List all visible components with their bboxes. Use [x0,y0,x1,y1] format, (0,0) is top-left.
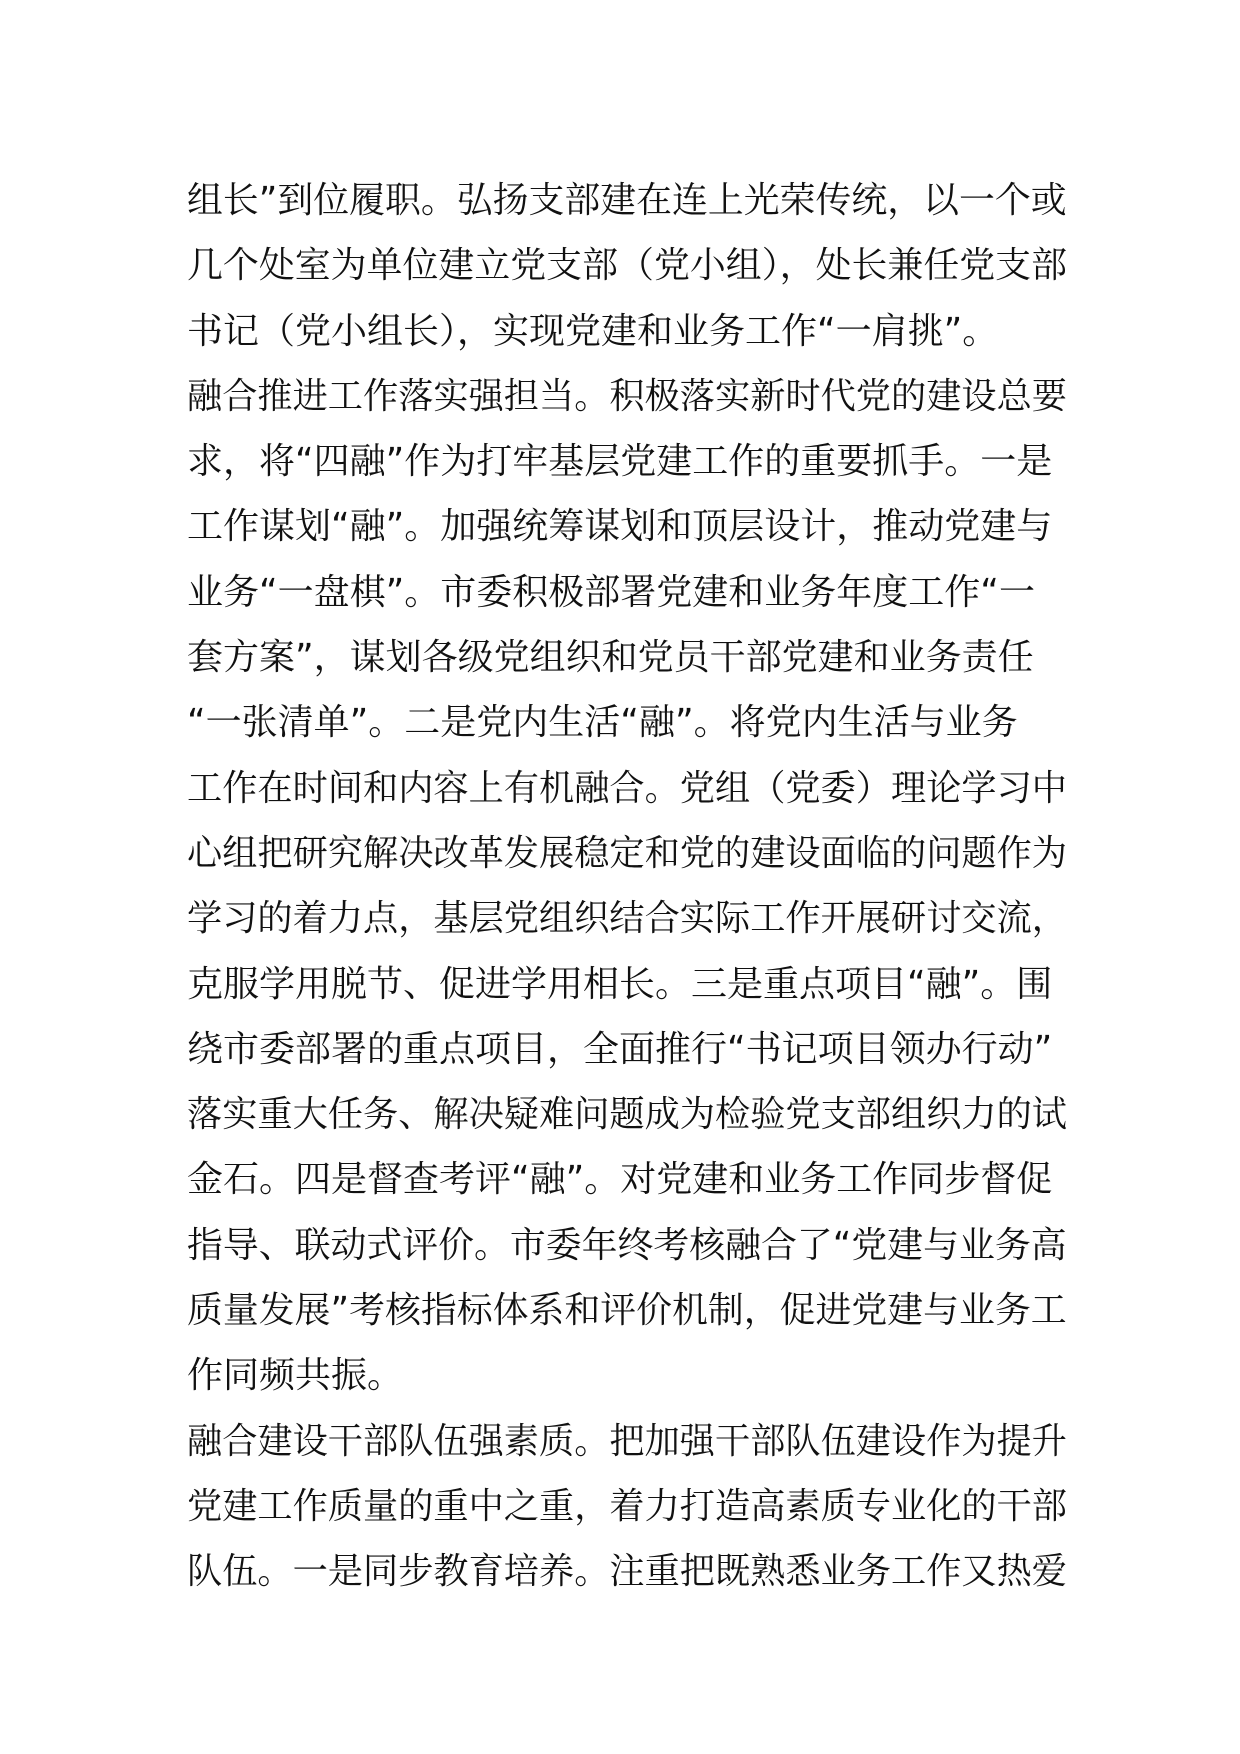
text-line: 克服学用脱节、促进学用相长。三是重点项目“融”。围 [187,963,1053,1005]
text-line: 金石。四是督查考评“融”。对党建和业务工作同步督促 [187,1159,1053,1201]
text-line: 作同频共振。 [187,1355,404,1397]
text-line: 质量发展”考核指标体系和评价机制，促进党建与业务工 [187,1290,1067,1332]
text-line: 几个处室为单位建立党支部（党小组），处长兼任党支部 [187,245,1068,287]
text-line: 工作谋划“融”。加强统筹谋划和顶层设计，推动党建与 [187,506,1053,548]
text-line: 书记（党小组长），实现党建和业务工作“一肩挑”。 [187,310,999,352]
text-line: 求，将“四融”作为打牢基层党建工作的重要抓手。一是 [187,441,1053,483]
text-line: 绕市委部署的重点项目，全面推行“书记项目领办行动” [187,1028,1053,1070]
text-line: 党建工作质量的重中之重，着力打造高素质专业化的干部 [187,1485,1068,1527]
text-line: 落实重大任务、解决疑难问题成为检验党支部组织力的试 [187,1094,1068,1136]
paragraph-start-line: 融合建设干部队伍强素质。把加强干部队伍建设作为提升 [187,1420,1068,1462]
text-line: 队伍。一是同步教育培养。注重把既熟悉业务工作又热爱 [187,1551,1068,1593]
text-line: 工作在时间和内容上有机融合。党组（党委）理论学习中 [187,767,1068,809]
text-line: 业务“一盘棋”。市委积极部署党建和业务年度工作“一 [187,571,1035,613]
text-line: 学习的着力点，基层党组织结合实际工作开展研讨交流， [187,898,1068,940]
text-line: 套方案”，谋划各级党组织和党员干部党建和业务责任 [187,637,1034,679]
text-line: 指导、联动式评价。市委年终考核融合了“党建与业务高 [187,1224,1067,1266]
paragraph-start-line: 融合推进工作落实强担当。积极落实新时代党的建设总要 [187,375,1068,417]
body-text [187,168,1067,1605]
text-line: “一张清单”。二是党内生活“融”。将党内生活与业务 [187,702,1018,744]
text-line: 心组把研究解决改革发展稳定和党的建设面临的问题作为 [187,832,1068,874]
text-line: 组长”到位履职。弘扬支部建在连上光荣传统，以一个或 [187,180,1067,221]
